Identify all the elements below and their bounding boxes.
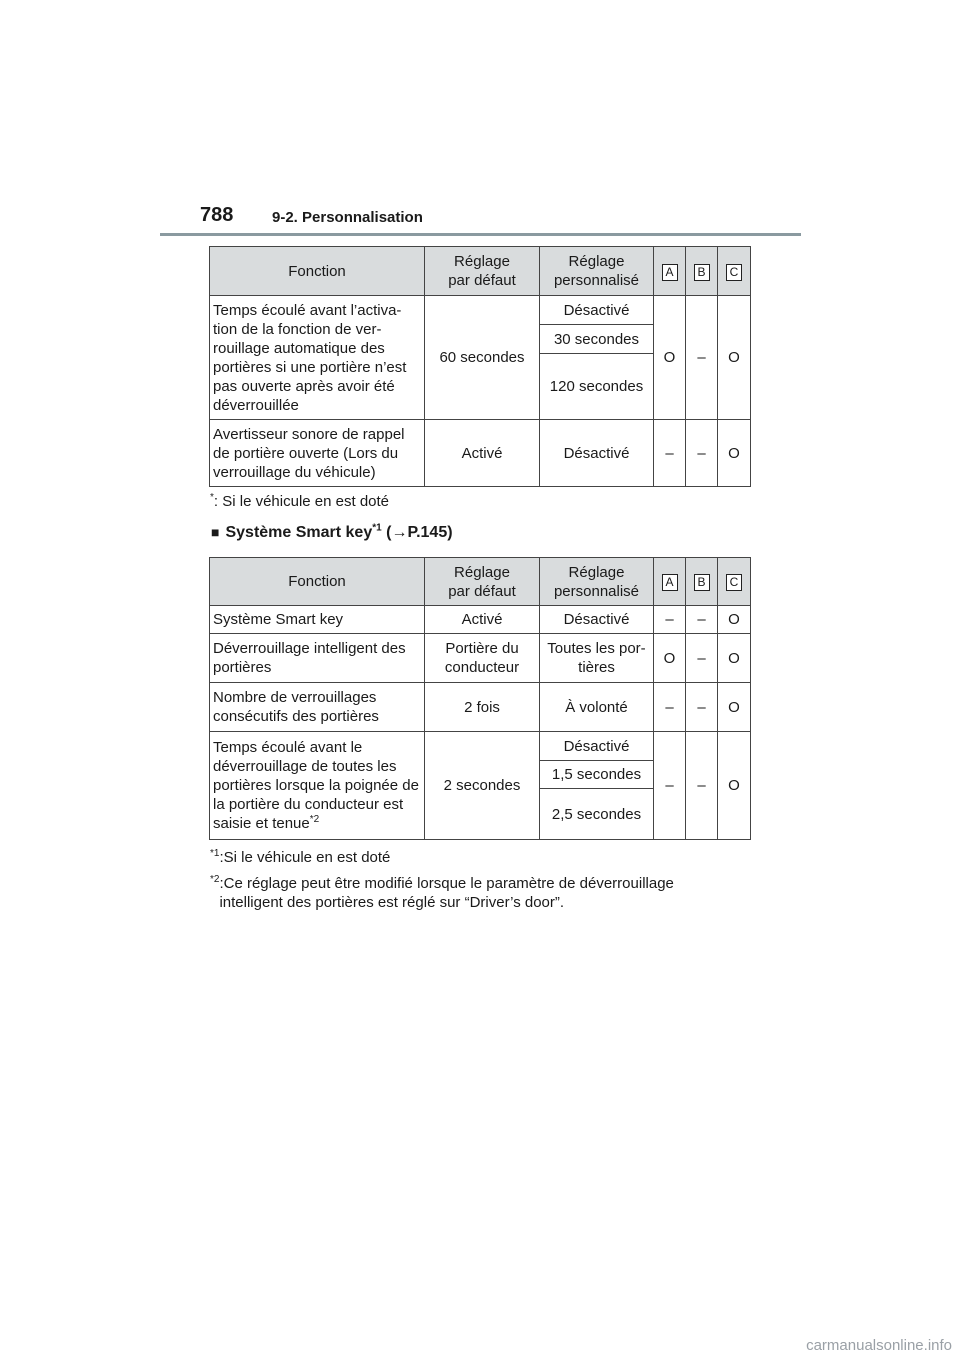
table-header-row — [210, 247, 751, 296]
cell-custom: Désactivé — [540, 606, 654, 634]
cell-custom-option: Désactivé — [540, 732, 654, 761]
cell-c: O — [718, 683, 751, 732]
table-row — [210, 683, 751, 732]
cell-default: 60 secondes — [425, 296, 540, 420]
watermark-text: carmanualsonline.info — [806, 1337, 952, 1354]
table-row — [210, 634, 751, 683]
cell-a: O — [654, 296, 686, 420]
cell-a: – — [654, 732, 686, 840]
cell-b: – — [686, 683, 718, 732]
cell-default: Activé — [425, 606, 540, 634]
cell-a: – — [654, 606, 686, 634]
column-header-b: B — [686, 247, 718, 296]
cell-c: O — [718, 420, 751, 487]
column-header-fonction: Fonction — [210, 247, 425, 296]
table-header-row — [210, 558, 751, 606]
cell-custom-option: Désactivé — [540, 296, 654, 325]
cell-a: – — [654, 683, 686, 732]
cell-b: – — [686, 634, 718, 683]
cell-fonction: Système Smart key — [210, 606, 425, 634]
settings-table-smart-key — [209, 557, 751, 840]
cell-default: 2 fois — [425, 683, 540, 732]
cell-custom: Désactivé — [540, 420, 654, 487]
settings-table-door-lock — [209, 246, 751, 487]
footnote — [210, 848, 390, 867]
cell-c: O — [718, 606, 751, 634]
page-number: 788 — [200, 204, 234, 226]
cell-default: Portière du conducteur — [425, 634, 540, 683]
arrow-right-icon: → — [391, 524, 408, 541]
cell-fonction: Nombre de verrouillages consécutifs des portières — [210, 683, 425, 732]
cell-b: – — [686, 420, 718, 487]
cell-custom-option: 120 secondes — [540, 354, 654, 420]
footnote — [210, 874, 730, 912]
subsection-heading: ■ Système Smart key$^{*1}$ (→P.145) — [211, 522, 453, 541]
cell-b: – — [686, 296, 718, 420]
cell-b: – — [686, 732, 718, 840]
section-title: 9-2. Personnalisation — [272, 209, 423, 226]
column-header-c: C — [718, 558, 751, 606]
column-header-a: A — [654, 558, 686, 606]
cell-fonction: Avertisseur sonore de rappel de portière ouverte (Lors du verrouillage du véhicule) — [210, 420, 425, 487]
footnote: *: Si le véhicule en est doté — [210, 492, 390, 510]
table-row — [210, 296, 751, 325]
table-row — [210, 732, 751, 761]
cell-c: O — [718, 634, 751, 683]
cell-custom-option: 30 secondes — [540, 325, 654, 354]
cell-custom-option: 2,5 secondes — [540, 789, 654, 840]
cell-custom-option: 1,5 secondes — [540, 761, 654, 789]
cell-custom: Toutes les por-tières — [540, 634, 654, 683]
column-header-custom: Réglage personnalisé — [540, 558, 654, 606]
cell-b: – — [686, 606, 718, 634]
column-header-default: Réglage par défaut — [425, 247, 540, 296]
column-header-a: A — [654, 247, 686, 296]
table-row — [210, 420, 751, 487]
cell-c: O — [718, 732, 751, 840]
cell-fonction: Déverrouillage intelligent des portières — [210, 634, 425, 683]
cell-custom: À volonté — [540, 683, 654, 732]
footnote-1: $^{*1}$ :Si le véhicule en est doté — [210, 848, 391, 866]
cell-fonction: Temps écoulé avant l’activa-tion de la fonction de ver-rouillage automatique des portières si une portière n’est pas ouverte après avoir été déverrouillée — [210, 296, 425, 420]
cell-fonction: Temps écoulé avant le déverrouillage de toutes les portières lorsque la poignée de la portière du conducteur est saisie et tenue$^{*2}$ — [210, 732, 425, 840]
column-header-b: B — [686, 558, 718, 606]
cell-default: Activé — [425, 420, 540, 487]
cell-c: O — [718, 296, 751, 420]
footnote-2: $^{*2}$ :Ce réglage peut être modifié lorsque le paramètre de déverrouillage intelligent des portières est réglé sur “Driver’s door”. — [210, 874, 674, 911]
cell-a: O — [654, 634, 686, 683]
square-bullet-icon: ■ — [211, 524, 220, 540]
cell-a: – — [654, 420, 686, 487]
column-header-custom: Réglage personnalisé — [540, 247, 654, 296]
column-header-c: C — [718, 247, 751, 296]
cell-default: 2 secondes — [425, 732, 540, 840]
header-divider — [160, 233, 801, 236]
column-header-fonction: Fonction — [210, 558, 425, 606]
column-header-default: Réglage par défaut — [425, 558, 540, 606]
table-row — [210, 606, 751, 634]
